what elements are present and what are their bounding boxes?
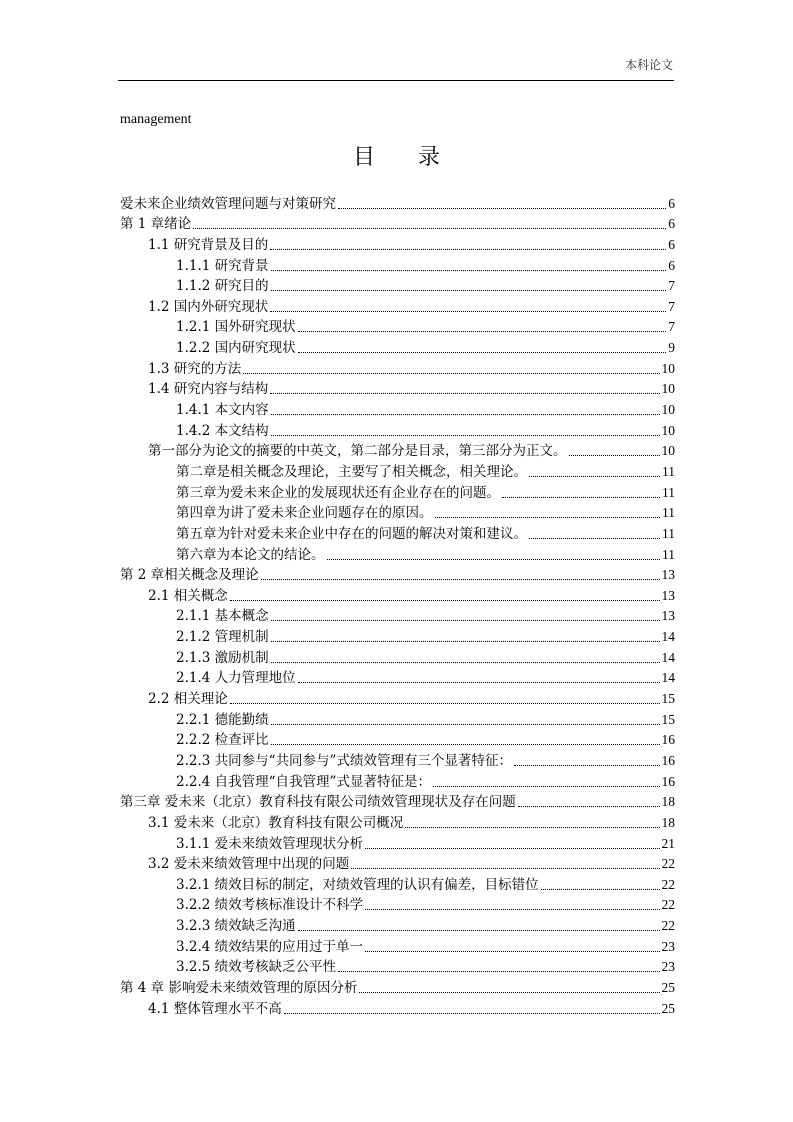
toc-entry[interactable] <box>120 276 675 297</box>
toc-page-number: 13 <box>661 608 675 624</box>
toc-entry[interactable] <box>120 730 675 751</box>
toc-entry-text: 1.1.2 研究目的 <box>176 278 269 295</box>
toc-entry[interactable] <box>120 544 675 565</box>
toc-entry[interactable] <box>120 523 675 544</box>
toc-page-number: 6 <box>668 257 675 273</box>
dot-leader <box>270 393 659 394</box>
dot-leader <box>271 641 660 642</box>
toc-entry[interactable] <box>120 771 675 792</box>
toc-entry[interactable] <box>120 420 675 441</box>
dot-leader <box>261 579 660 580</box>
toc-entry[interactable] <box>120 441 675 462</box>
dot-leader <box>327 559 661 560</box>
toc-entry-text: 3.2.4 绩效结果的应用过于单一 <box>176 938 364 955</box>
toc-entry-text: 3.2.5 绩效考核缺乏公平性 <box>176 959 337 976</box>
toc-entry-text: 2.1 相关概念 <box>148 587 228 604</box>
dot-leader <box>351 868 659 869</box>
toc-entry[interactable] <box>120 358 675 379</box>
toc-entry-text: 3.1 爱未来（北京）教育科技有限公司概况 <box>148 814 404 831</box>
toc-entry[interactable] <box>120 193 675 214</box>
toc-entry-text: 爱未来企业绩效管理问题与对策研究 <box>120 195 336 212</box>
toc-page-number: 25 <box>661 1000 675 1016</box>
toc-page-number: 14 <box>661 629 675 645</box>
toc-entry-text: 3.2.2 绩效考核标准设计不科学 <box>176 897 364 914</box>
toc-page-number: 6 <box>668 195 675 211</box>
stray-word: management <box>120 112 192 127</box>
dot-leader <box>298 930 660 931</box>
dot-leader <box>271 724 660 725</box>
toc-page-number: 16 <box>661 773 675 789</box>
toc-entry-text: 第六章为本论文的结论。 <box>176 546 325 563</box>
toc-entry[interactable] <box>120 709 675 730</box>
toc-page-number: 22 <box>661 897 675 913</box>
dot-leader <box>230 703 660 704</box>
table-of-contents <box>120 193 675 1019</box>
toc-page-number: 11 <box>662 463 675 479</box>
dot-leader <box>518 806 660 807</box>
toc-page-number: 15 <box>661 691 675 707</box>
toc-page-number: 23 <box>661 938 675 954</box>
dot-leader <box>365 909 659 910</box>
toc-entry[interactable] <box>120 585 675 606</box>
dot-leader <box>433 786 660 787</box>
toc-entry-text: 2.1.1 基本概念 <box>176 608 269 625</box>
toc-entry[interactable] <box>120 977 675 998</box>
toc-page-number: 7 <box>668 278 675 294</box>
toc-page-number: 10 <box>661 402 675 418</box>
toc-entry-text: 2.2.4 自我管理“自我管理”式显著特征是： <box>176 773 431 790</box>
toc-entry-text: 3.1.1 爱未来绩效管理现状分析 <box>176 835 364 852</box>
dot-leader <box>298 352 667 353</box>
toc-page-number: 21 <box>661 835 675 851</box>
toc-entry[interactable] <box>120 255 675 276</box>
toc-page-number: 22 <box>661 876 675 892</box>
toc-entry-text: 1.4.1 本文内容 <box>176 402 269 419</box>
dot-leader <box>243 373 659 374</box>
toc-entry[interactable] <box>120 688 675 709</box>
toc-entry-text: 2.2 相关理论 <box>148 691 228 708</box>
toc-entry-text: 1.2.1 国外研究现状 <box>176 319 296 336</box>
toc-page-number: 10 <box>661 443 675 459</box>
toc-entry-text: 1.3 研究的方法 <box>148 360 242 377</box>
dot-leader <box>529 476 660 477</box>
toc-entry[interactable] <box>120 750 675 771</box>
toc-entry-text: 1.4.2 本文结构 <box>176 422 269 439</box>
toc-page-number: 22 <box>661 918 675 934</box>
toc-entry-text: 1.2 国内外研究现状 <box>148 298 269 315</box>
dot-leader <box>271 435 660 436</box>
toc-entry-text: 2.2.2 检查评比 <box>176 732 269 749</box>
toc-entry-text: 2.2.3 共同参与“共同参与”式绩效管理有三个显著特征： <box>176 752 512 769</box>
toc-page-number: 7 <box>668 319 675 335</box>
toc-entry-text: 4.1 整体管理水平不高 <box>148 1000 282 1017</box>
toc-entry[interactable] <box>120 606 675 627</box>
toc-entry[interactable] <box>120 234 675 255</box>
toc-page-number: 14 <box>661 649 675 665</box>
toc-page-number: 11 <box>662 505 675 521</box>
toc-entry[interactable] <box>120 854 675 875</box>
toc-page-number: 18 <box>661 794 675 810</box>
toc-page-number: 16 <box>661 752 675 768</box>
toc-page-number: 25 <box>661 979 675 995</box>
running-header: 本科论文 <box>624 58 673 72</box>
toc-entry-text: 2.1.4 人力管理地位 <box>176 670 296 687</box>
dot-leader <box>298 682 660 683</box>
dot-leader <box>271 620 660 621</box>
toc-entry-text: 第三章 爱未来（北京）教育科技有限公司绩效管理现状及存在问题 <box>120 794 516 811</box>
dot-leader <box>338 971 659 972</box>
toc-entry[interactable] <box>120 461 675 482</box>
dot-leader <box>365 951 659 952</box>
toc-entry[interactable] <box>120 936 675 957</box>
toc-page-number: 10 <box>661 360 675 376</box>
toc-entry-text: 2.2.1 德能勤绩 <box>176 711 269 728</box>
toc-page-number: 11 <box>662 525 675 541</box>
dot-leader <box>270 249 666 250</box>
dot-leader <box>271 744 660 745</box>
toc-page-number: 9 <box>668 340 675 356</box>
toc-entry-text: 第五章为针对爱未来企业中存在的问题的解决对策和建议。 <box>176 525 527 542</box>
toc-entry-text: 第一部分为论文的摘要的中英文，第二部分是目录，第三部分为正文。 <box>148 443 567 460</box>
dot-leader <box>359 992 659 993</box>
toc-entry-text: 第三章为爱未来企业的发展现状还有企业存在的问题。 <box>176 484 500 501</box>
toc-page-number: 13 <box>661 567 675 583</box>
toc-entry[interactable] <box>120 503 675 524</box>
toc-entry-text: 第 1 章绪论 <box>120 216 192 233</box>
toc-entry-text: 3.2.3 绩效缺乏沟通 <box>176 918 296 935</box>
dot-leader <box>365 848 659 849</box>
toc-entry-text: 第 2 章相关概念及理论 <box>120 567 259 584</box>
dot-leader <box>271 270 667 271</box>
toc-entry-text: 第二章是相关概念及理论，主要写了相关概念，相关理论。 <box>176 463 527 480</box>
toc-entry-text: 1.1.1 研究背景 <box>176 257 269 274</box>
toc-title: 目 录 <box>353 145 458 170</box>
toc-page-number: 16 <box>661 732 675 748</box>
toc-page-number: 11 <box>662 484 675 500</box>
toc-entry[interactable] <box>120 812 675 833</box>
toc-page-number: 14 <box>661 670 675 686</box>
dot-leader <box>569 455 660 456</box>
dot-leader <box>284 1013 660 1014</box>
dot-leader <box>405 827 659 828</box>
toc-entry[interactable] <box>120 915 675 936</box>
toc-entry-text: 3.2 爱未来绩效管理中出现的问题 <box>148 856 350 873</box>
dot-leader <box>270 311 666 312</box>
toc-entry[interactable] <box>120 668 675 689</box>
dot-leader <box>271 662 660 663</box>
toc-entry[interactable] <box>120 214 675 235</box>
toc-entry[interactable] <box>120 895 675 916</box>
toc-page-number: 11 <box>662 546 675 562</box>
toc-entry[interactable] <box>120 626 675 647</box>
toc-page-number: 15 <box>661 711 675 727</box>
toc-entry[interactable] <box>120 482 675 503</box>
toc-entry[interactable] <box>120 317 675 338</box>
dot-leader <box>298 331 667 332</box>
toc-entry-text: 2.1.3 激励机制 <box>176 649 269 666</box>
toc-entry[interactable] <box>120 647 675 668</box>
dot-leader <box>514 765 660 766</box>
toc-entry[interactable] <box>120 379 675 400</box>
toc-page-number: 10 <box>661 422 675 438</box>
toc-entry-text: 第 4 章 影响爱未来绩效管理的原因分析 <box>120 979 358 996</box>
dot-leader <box>502 497 660 498</box>
dot-leader <box>271 290 667 291</box>
header-divider <box>118 80 674 81</box>
toc-entry[interactable] <box>120 957 675 978</box>
toc-entry[interactable] <box>120 998 675 1019</box>
toc-entry[interactable] <box>120 565 675 586</box>
toc-page-number: 18 <box>661 814 675 830</box>
dot-leader <box>435 517 661 518</box>
toc-page-number: 10 <box>661 381 675 397</box>
dot-leader <box>193 228 666 229</box>
toc-entry[interactable] <box>120 337 675 358</box>
toc-page-number: 7 <box>668 298 675 314</box>
dot-leader <box>230 600 660 601</box>
toc-entry-text: 1.1 研究背景及目的 <box>148 236 269 253</box>
toc-entry[interactable] <box>120 874 675 895</box>
toc-entry-text: 第四章为讲了爱未来企业问题存在的原因。 <box>176 505 433 522</box>
toc-page-number: 6 <box>668 236 675 252</box>
toc-page-number: 22 <box>661 856 675 872</box>
toc-page-number: 23 <box>661 959 675 975</box>
dot-leader <box>541 889 660 890</box>
toc-entry[interactable] <box>120 792 675 813</box>
dot-leader <box>338 208 666 209</box>
toc-entry-text: 3.2.1 绩效目标的制定，对绩效管理的认识有偏差，目标错位 <box>176 876 539 893</box>
toc-entry[interactable] <box>120 833 675 854</box>
toc-entry-text: 2.1.2 管理机制 <box>176 629 269 646</box>
toc-page-number: 13 <box>661 587 675 603</box>
toc-entry[interactable] <box>120 399 675 420</box>
toc-page-number: 6 <box>668 216 675 232</box>
toc-entry-text: 1.2.2 国内研究现状 <box>176 340 296 357</box>
dot-leader <box>529 538 660 539</box>
toc-entry[interactable] <box>120 296 675 317</box>
toc-entry-text: 1.4 研究内容与结构 <box>148 381 269 398</box>
dot-leader <box>271 414 660 415</box>
